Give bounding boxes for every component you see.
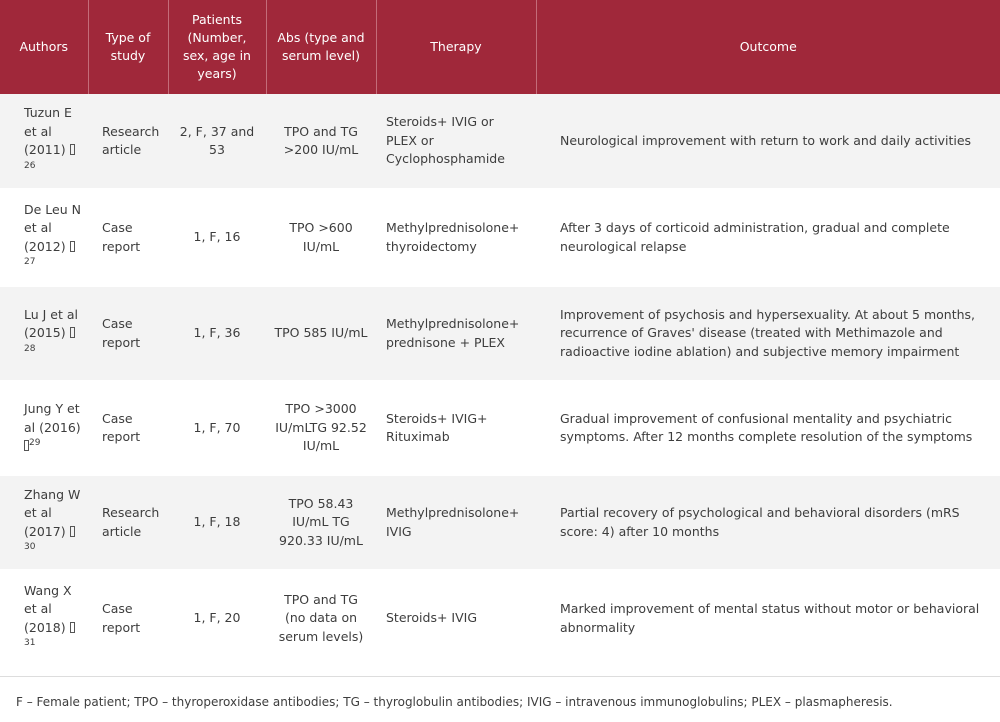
- cell-type-of-study: Research article: [88, 475, 168, 570]
- header-type-of-study: Type of study: [88, 0, 168, 94]
- table-header: [0, 0, 1000, 94]
- cell-patients: 2, F, 37 and 53: [168, 94, 266, 189]
- reference-number[interactable]: 27: [24, 256, 36, 267]
- header-outcome: Outcome: [536, 0, 1000, 94]
- cell-type-of-study: Case report: [88, 189, 168, 286]
- table-row: [0, 381, 1000, 475]
- cell-type-of-study: Case report: [88, 286, 168, 381]
- cell-therapy: Methylprednisolone+ thyroidectomy: [376, 189, 536, 286]
- cell-abs: TPO and TG >200 IU/mL: [266, 94, 376, 189]
- reference-number[interactable]: 30: [24, 541, 36, 552]
- cell-outcome: Partial recovery of psychological and behavioral disorders (mRS score: 4) after 10 months: [536, 475, 1000, 570]
- reference-number[interactable]: 28: [24, 343, 36, 354]
- table-body: [0, 94, 1000, 667]
- cell-therapy: Steroids+ IVIG+ Rituximab: [376, 381, 536, 475]
- cell-authors: [0, 570, 88, 667]
- cell-abs: TPO 58.43 IU/mL TG 920.33 IU/mL: [266, 475, 376, 570]
- cell-authors: [0, 475, 88, 570]
- cell-patients: 1, F, 70: [168, 381, 266, 475]
- authors-text: Jung Y et al (2016): [24, 401, 81, 435]
- cell-type-of-study: Case report: [88, 570, 168, 667]
- table-row: [0, 189, 1000, 286]
- header-patients: Patients (Number, sex, age in years): [168, 0, 266, 94]
- cell-outcome: Marked improvement of mental status without motor or behavioral abnormality: [536, 570, 1000, 667]
- header-row: [0, 0, 1000, 94]
- authors-text: Wang X et al (2018): [24, 582, 72, 635]
- cell-therapy: Steroids+ IVIG or PLEX or Cyclophosphamide: [376, 94, 536, 189]
- cell-abs: TPO 585 IU/mL: [266, 286, 376, 381]
- cell-abs: TPO >600 IU/mL: [266, 189, 376, 286]
- reference-number[interactable]: 31: [24, 637, 36, 648]
- table-row: [0, 286, 1000, 381]
- cell-patients: 1, F, 18: [168, 475, 266, 570]
- reference-link-icon[interactable]: [70, 327, 75, 338]
- header-therapy: Therapy: [376, 0, 536, 94]
- cell-patients: 1, F, 20: [168, 570, 266, 667]
- table-row: [0, 94, 1000, 189]
- table-footnote: F – Female patient; TPO – thyroperoxidase antibodies; TG – thyroglobulin antibodies; IVIG – intravenous immunoglobulins; PLEX – plasmapheresis.: [0, 676, 1000, 716]
- cell-authors: [0, 189, 88, 286]
- table-row: [0, 570, 1000, 667]
- authors-text: Lu J et al (2015): [24, 306, 78, 341]
- cell-type-of-study: Research article: [88, 94, 168, 189]
- cell-patients: 1, F, 36: [168, 286, 266, 381]
- cell-therapy: Steroids+ IVIG: [376, 570, 536, 667]
- table-row: [0, 475, 1000, 570]
- reference-link-icon[interactable]: [70, 144, 75, 155]
- cell-therapy: Methylprednisolone+ prednisone + PLEX: [376, 286, 536, 381]
- reference-number[interactable]: 29: [29, 438, 41, 449]
- cell-authors: [0, 381, 88, 475]
- cell-outcome: Improvement of psychosis and hypersexuality. At about 5 months, recurrence of Graves' disease (treated with Methimazole and radioactive iodine ablation) and subjective memory impairment: [536, 286, 1000, 381]
- authors-text: De Leu N et al (2012): [24, 201, 81, 254]
- authors-text: Tuzun E et al (2011): [24, 105, 72, 157]
- cell-abs: TPO >3000 IU/mLTG 92.52 IU/mL: [266, 381, 376, 475]
- cell-authors: [0, 286, 88, 381]
- cell-type-of-study: Case report: [88, 381, 168, 475]
- cell-outcome: Neurological improvement with return to work and daily activities: [536, 94, 1000, 189]
- cell-authors: [0, 94, 88, 189]
- reference-link-icon[interactable]: [70, 526, 75, 537]
- reference-link-icon[interactable]: [70, 622, 75, 633]
- reference-number[interactable]: 26: [24, 160, 36, 171]
- cell-abs: TPO and TG (no data on serum levels): [266, 570, 376, 667]
- cell-patients: 1, F, 16: [168, 189, 266, 286]
- header-abs: Abs (type and serum level): [266, 0, 376, 94]
- cell-outcome: After 3 days of corticoid administration, gradual and complete neurological relapse: [536, 189, 1000, 286]
- reference-link-icon[interactable]: [70, 241, 75, 252]
- authors-text: Zhang W et al (2017): [24, 486, 81, 539]
- header-authors: Authors: [0, 0, 88, 94]
- cell-therapy: Methylprednisolone+ IVIG: [376, 475, 536, 570]
- cell-outcome: Gradual improvement of confusional mentality and psychiatric symptoms. After 12 months complete resolution of the symptoms: [536, 381, 1000, 475]
